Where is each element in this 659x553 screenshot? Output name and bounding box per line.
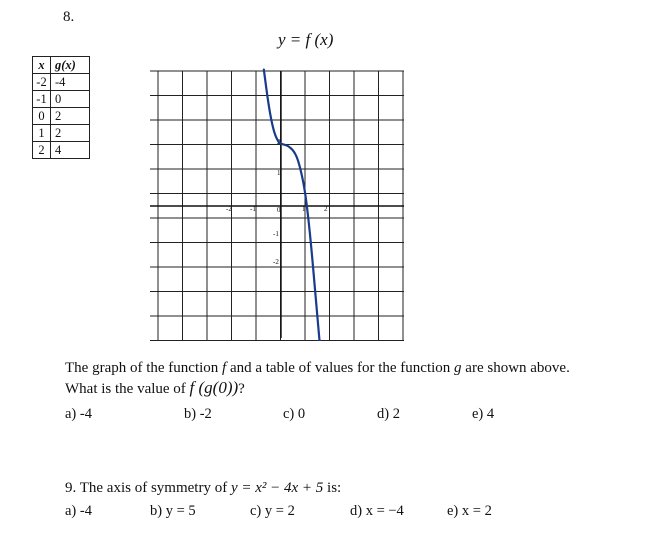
q9-choice-d[interactable]: d) x = −4: [350, 503, 404, 519]
table-header-gx: g(x): [51, 57, 90, 74]
table-cell-x: 2: [33, 142, 51, 159]
text-fragment: ?: [238, 381, 245, 397]
x-tick-label: 0: [277, 206, 281, 214]
function-graph: [150, 66, 410, 341]
table-cell-x: 1: [33, 125, 51, 142]
q8-choice-b[interactable]: b) -2: [184, 406, 212, 422]
text-fragment: The graph of the function: [65, 360, 223, 376]
text-fragment: is:: [323, 480, 342, 496]
table-row: [33, 142, 90, 159]
table-cell-gx: 2: [51, 125, 90, 142]
y-tick-label: -2: [273, 258, 279, 266]
x-tick-label: -2: [226, 205, 232, 213]
question-8-line-2: [65, 378, 645, 399]
q9-choice-e[interactable]: e) x = 2: [447, 503, 492, 519]
graph-title: y = f (x): [278, 30, 334, 49]
text-fragment: What is the value of: [65, 381, 190, 397]
question-9-prompt: [65, 480, 341, 497]
text-fragment: 9. The axis of symmetry of: [65, 480, 231, 496]
table-cell-gx: 4: [51, 142, 90, 159]
table-row: [33, 74, 90, 91]
values-table: [32, 56, 90, 159]
graph-axes: [150, 71, 404, 338]
question-8-text: [65, 358, 645, 399]
table-cell-x: -1: [33, 91, 51, 108]
function-name-g: g: [454, 360, 462, 376]
q9-choice-b[interactable]: b) y = 5: [150, 503, 196, 519]
q8-choice-d[interactable]: d) 2: [377, 406, 400, 422]
q8-choice-c[interactable]: c) 0: [283, 406, 306, 422]
y-tick-label: 1: [277, 169, 281, 177]
composition-expression: f (g(0)): [189, 378, 239, 397]
table-row: [33, 91, 90, 108]
table-cell-gx: 0: [51, 91, 90, 108]
table-cell-gx: -4: [51, 74, 90, 91]
y-tick-label: 2: [277, 138, 281, 146]
x-tick-label: -1: [250, 205, 256, 213]
q8-choice-a[interactable]: a) -4: [65, 406, 92, 422]
table-cell-x: 0: [33, 108, 51, 125]
table-row: [33, 108, 90, 125]
table-cell-gx: 2: [51, 108, 90, 125]
q9-choice-c[interactable]: c) y = 2: [250, 503, 295, 519]
text-fragment: and a table of values for the function: [226, 360, 455, 376]
table-row: [33, 125, 90, 142]
x-tick-label: 2: [324, 205, 328, 213]
y-tick-labels: [273, 138, 281, 266]
quadratic-expression: y = x² − 4x + 5: [230, 480, 324, 496]
text-fragment: are shown above.: [461, 360, 570, 376]
q8-choice-e[interactable]: e) 4: [472, 406, 495, 422]
y-tick-label: -1: [273, 230, 279, 238]
table-cell-x: -2: [33, 74, 51, 91]
function-name-f: f: [222, 360, 227, 376]
x-tick-label: 1: [302, 205, 306, 213]
table-header-row: [33, 57, 90, 74]
question-8-number: 8.: [63, 9, 75, 25]
question-8-line-1: [65, 358, 645, 378]
table-header-x: x: [33, 57, 51, 74]
q9-choice-a[interactable]: a) -4: [65, 503, 92, 519]
